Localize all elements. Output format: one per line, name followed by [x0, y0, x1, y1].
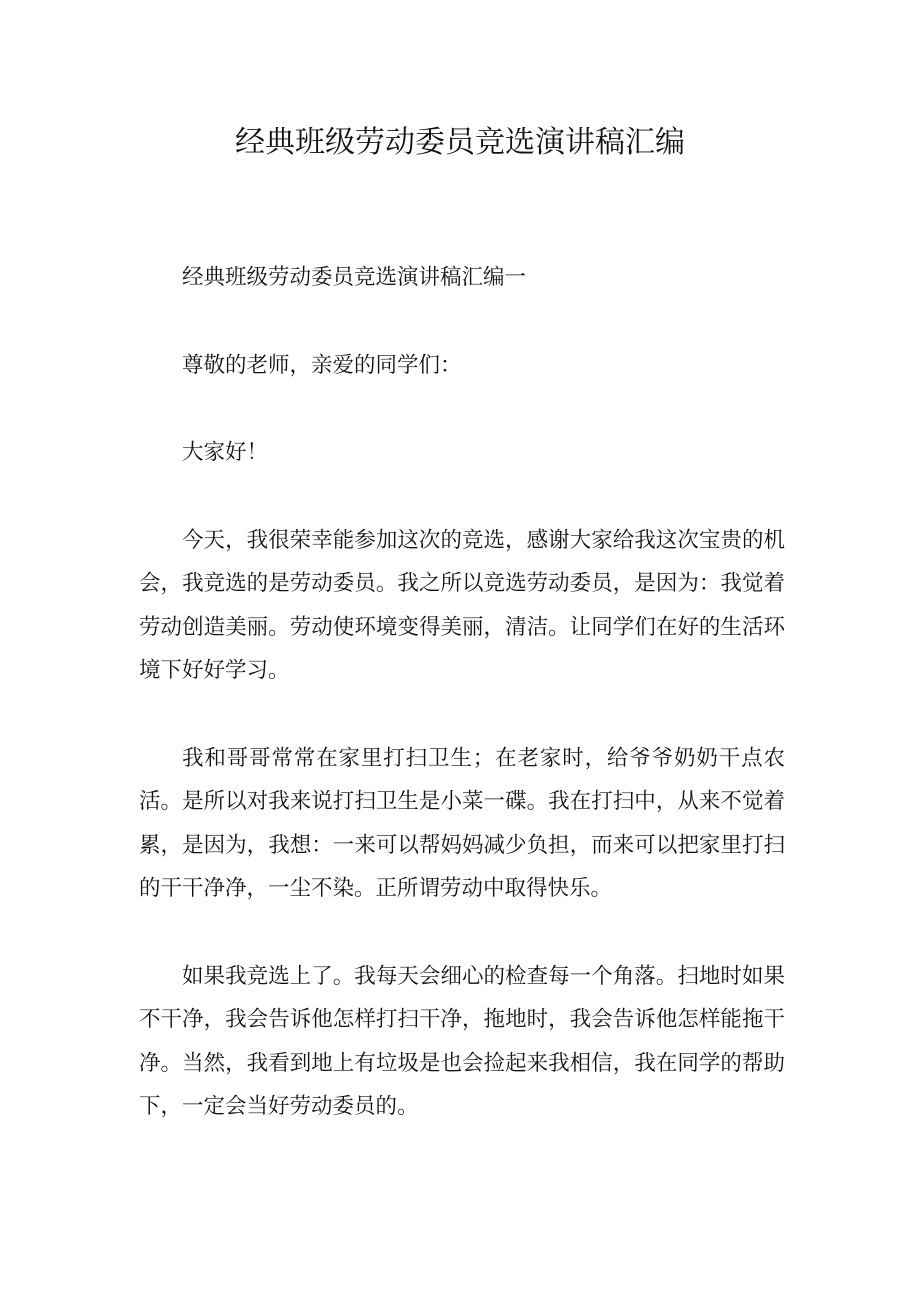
- document-title: 经典班级劳动委员竞选演讲稿汇编: [235, 125, 685, 160]
- body-paragraph: 我和哥哥常常在家里打扫卫生；在老家时，给爷爷奶奶干点农活。是所以对我来说打扫卫生是小菜一碟。我在打扫中，从来不觉着累，是因为，我想：一来可以帮妈妈减少负担，而来可以把家里打扫的干干净净，一尘不染。正所谓劳动中取得快乐。: [139, 745, 785, 901]
- body-paragraph: 今天，我很荣幸能参加这次的竞选，感谢大家给我这次宝贵的机会，我竞选的是劳动委员。我之所以竞选劳动委员，是因为：我觉着劳动创造美丽。劳动使环境变得美丽，清洁。让同学们在好的生活环境下好好学习。: [139, 527, 785, 683]
- salutation-paragraph: 尊敬的老师，亲爱的同学们：: [182, 352, 462, 378]
- subtitle-paragraph: 经典班级劳动委员竞选演讲稿汇编一: [182, 265, 527, 290]
- greeting-paragraph: 大家好！: [182, 440, 269, 465]
- body-paragraph: 如果我竞选上了。我每天会细心的检查每一个角落。扫地时如果不干净，我会告诉他怎样打扫干净，拖地时，我会告诉他怎样能拖干净。当然，我看到地上有垃圾是也会捡起来我相信，我在同学的帮助下，一定会当好劳动委员的。: [139, 963, 785, 1119]
- document-body: [139, 256, 785, 1173]
